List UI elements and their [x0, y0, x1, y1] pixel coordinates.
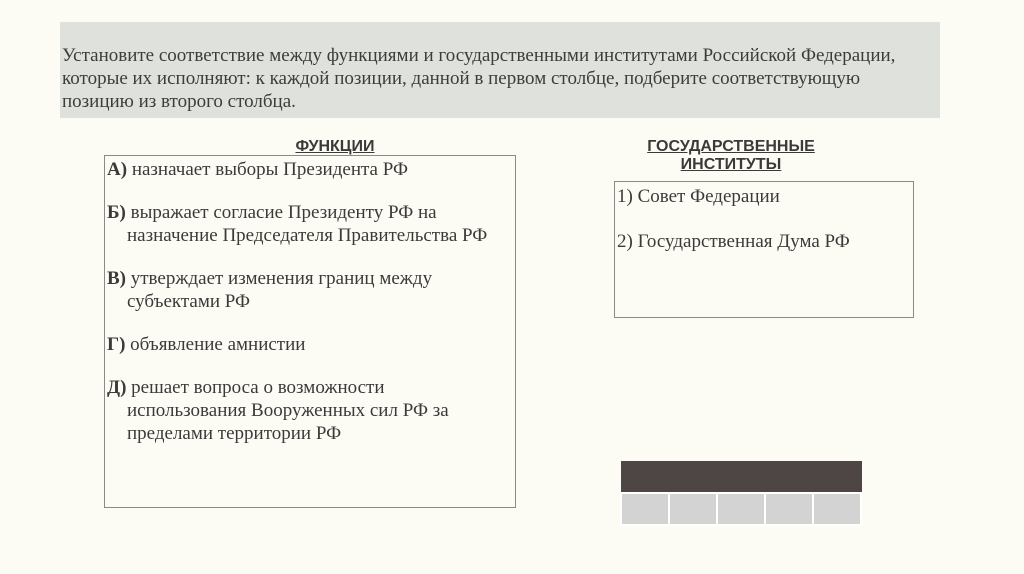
- function-letter: А): [107, 159, 128, 180]
- function-text: объявление амнистии: [125, 334, 306, 355]
- function-item-b: [107, 201, 507, 247]
- functions-heading: ФУНКЦИИ: [295, 138, 375, 155]
- institutions-heading: ГОСУДАРСТВЕННЫЕ ИНСТИТУТЫ: [647, 138, 815, 173]
- function-item-a: [107, 158, 507, 181]
- answer-cell-d[interactable]: [813, 493, 861, 525]
- answer-cell-g[interactable]: [765, 493, 813, 525]
- institutions-list: [614, 181, 914, 318]
- functions-list: [104, 155, 516, 508]
- function-item-d: [107, 376, 507, 445]
- function-text: выражает согласие Президенту РФ на назначение Председателя Правительства РФ: [125, 202, 488, 246]
- answer-cell-b[interactable]: [669, 493, 717, 525]
- function-letter: В): [107, 268, 126, 289]
- function-letter: Г): [107, 334, 126, 355]
- answer-table: [620, 461, 862, 526]
- function-item-v: [107, 267, 507, 313]
- function-letter: Б): [107, 202, 126, 223]
- task-statement: [60, 22, 940, 118]
- function-letter: Д): [107, 377, 127, 398]
- institution-item-2: 2) Государственная Дума РФ: [617, 231, 850, 252]
- answer-header-cell: [621, 462, 861, 494]
- function-text: утверждает изменения границ между субъектами РФ: [126, 268, 433, 312]
- function-item-g: [107, 333, 507, 356]
- institution-item-1: 1) Совет Федерации: [617, 186, 780, 207]
- answer-header-row: [621, 462, 861, 494]
- answer-cell-v[interactable]: [717, 493, 765, 525]
- answer-input-row: [621, 493, 861, 525]
- task-text: Установите соответствие между функциями и государственными институтами Российской Федерации, которые их исполняют: к каждой позиции, данной в первом столбце, подберите соответствующую позицию из второго столбца.: [62, 45, 896, 112]
- function-text: решает вопроса о возможности использования Вооруженных сил РФ за пределами территории РФ: [126, 377, 449, 444]
- answer-cell-a[interactable]: [621, 493, 669, 525]
- function-text: назначает выборы Президента РФ: [127, 159, 408, 180]
